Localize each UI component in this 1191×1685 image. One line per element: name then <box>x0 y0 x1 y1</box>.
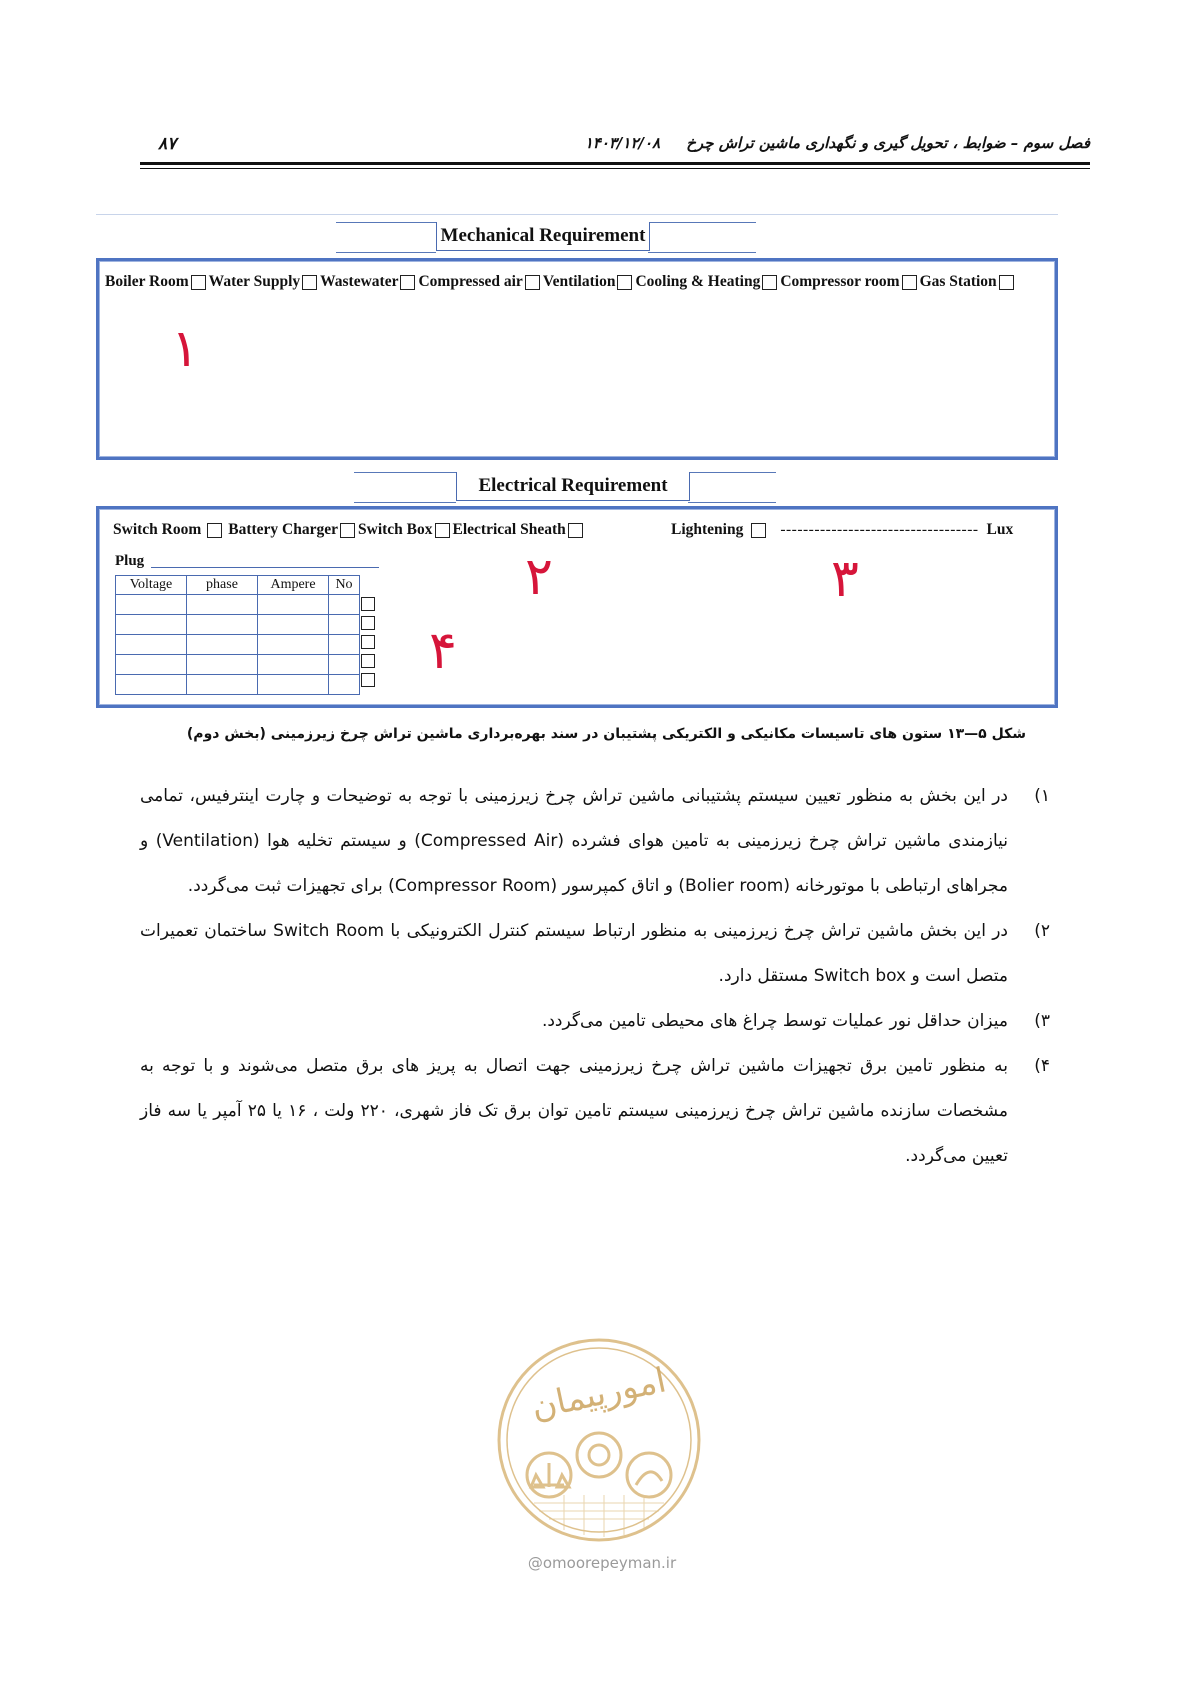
lightening-checkbox[interactable] <box>751 523 766 538</box>
plug-row-checkbox[interactable] <box>361 654 375 668</box>
plug-col-no: No <box>329 576 360 595</box>
mech-label-compressed-air: Compressed air <box>418 273 523 290</box>
paragraph-text: میزان حداقل نور عملیات توسط چراغ های محیطی تامین می‌گردد. <box>541 1011 1008 1031</box>
chapter-title-text: فصل سوم – ضوابط ، تحویل گیری و نگهداری ماشین تراش چرخ <box>686 134 1090 152</box>
mech-label-compressor-room: Compressor room <box>780 273 900 290</box>
paragraph-number: ۲) <box>1034 921 1050 941</box>
plug-col-phase: phase <box>187 576 258 595</box>
mechanical-header-line-left <box>336 252 436 253</box>
mech-label-boiler-room: Boiler Room <box>105 273 189 290</box>
paragraph-1 <box>140 774 1050 909</box>
mech-checkbox-cooling-heating[interactable] <box>762 275 777 290</box>
mechanical-box <box>96 258 1058 460</box>
figure-caption: شکل ۵—۱۳ ستون های تاسیسات مکانیکی و الکتریکی پشتیبان در سند بهره‌برداری ماشین تراش چرخ زیرزمینی (بخش دوم) <box>186 726 1026 742</box>
elec-checkbox-electrical-sheath[interactable] <box>568 523 583 538</box>
figure-top-line <box>96 214 1058 215</box>
page-number: ۸۷ <box>158 134 177 154</box>
mechanical-header <box>96 222 1058 254</box>
elec-checkbox-battery-charger[interactable] <box>340 523 355 538</box>
header-rule-thick <box>140 162 1090 165</box>
electrical-box <box>96 506 1058 708</box>
elec-checkbox-switch-box[interactable] <box>435 523 450 538</box>
elec-label-battery-charger: Battery Charger <box>228 521 339 538</box>
plug-underline <box>151 567 379 568</box>
table-cell[interactable] <box>116 635 187 655</box>
requirements-form-figure <box>96 210 1058 710</box>
mech-checkbox-boiler-room[interactable] <box>191 275 206 290</box>
plug-row-checkboxes <box>361 595 375 690</box>
plug-row-checkbox[interactable] <box>361 673 375 687</box>
table-cell[interactable] <box>116 675 187 695</box>
paragraph-3 <box>140 999 1050 1044</box>
mech-checkbox-wastewater[interactable] <box>400 275 415 290</box>
table-cell[interactable] <box>258 595 329 615</box>
table-cell[interactable] <box>116 595 187 615</box>
marker-4: ۴ <box>429 621 457 681</box>
table-cell[interactable] <box>187 675 258 695</box>
lightening-row <box>671 521 1013 539</box>
paragraph-2 <box>140 909 1050 999</box>
plug-row-checkbox[interactable] <box>361 616 375 630</box>
mechanical-title: Mechanical Requirement <box>436 222 650 251</box>
electrical-title: Electrical Requirement <box>456 472 690 501</box>
table-cell[interactable] <box>329 655 360 675</box>
seal-text: امورپیمان <box>527 1360 670 1428</box>
table-cell[interactable] <box>187 595 258 615</box>
mech-checkbox-compressed-air[interactable] <box>525 275 540 290</box>
mech-label-cooling-heating: Cooling & Heating <box>635 273 761 290</box>
table-cell[interactable] <box>329 595 360 615</box>
table-cell[interactable] <box>187 635 258 655</box>
elec-label-switch-room: Switch Room <box>113 521 202 538</box>
mech-label-wastewater: Wastewater <box>320 273 399 290</box>
table-row <box>116 655 360 675</box>
body-text <box>140 774 1050 1179</box>
table-cell[interactable] <box>258 675 329 695</box>
mechanical-checklist <box>105 273 1017 291</box>
table-cell[interactable] <box>187 615 258 635</box>
mechanical-header-line-right <box>648 252 756 253</box>
chapter-title <box>585 134 1090 152</box>
plug-table <box>115 575 360 695</box>
lux-input-dots[interactable]: ----------------------------------- <box>780 521 979 538</box>
elec-label-electrical-sheath: Electrical Sheath <box>452 521 566 538</box>
page-header <box>140 128 1090 164</box>
table-cell[interactable] <box>116 655 187 675</box>
paragraph-text: در این بخش ماشین تراش چرخ زیرزمینی به منظور ارتباط سیستم کنترل الکترونیکی با Switch Room ساختمان تعمیرات متصل است و Switch box مستقل دارد. <box>140 921 1008 986</box>
electrical-header <box>96 472 1058 504</box>
plug-label: Plug <box>115 553 145 569</box>
mech-checkbox-ventilation[interactable] <box>617 275 632 290</box>
header-date: ۱۴۰۳/۱۲/۰۸ <box>584 134 661 152</box>
table-row <box>116 675 360 695</box>
elec-label-switch-box: Switch Box <box>358 521 433 538</box>
table-row <box>116 635 360 655</box>
marker-1: ۱ <box>171 319 199 379</box>
paragraph-text: به منظور تامین برق تجهیزات ماشین تراش چرخ زیرزمینی جهت اتصال به پریز های برق متصل می‌شوند و با توجه به مشخصات سازنده ماشین تراش چرخ زیرزمینی سیستم تامین توان برق تک فاز شهری، ۲۲۰ ولت ، ۱۶ یا ۲۵ آمپر یا سه فاز تعیین می‌گردد. <box>140 1056 1008 1166</box>
mech-checkbox-compressor-room[interactable] <box>902 275 917 290</box>
watermark-url: @omoorepeyman.ir <box>527 1554 677 1572</box>
table-cell[interactable] <box>258 655 329 675</box>
marker-3: ۳ <box>831 549 859 609</box>
table-row <box>116 595 360 615</box>
marker-2: ۲ <box>525 547 553 607</box>
mech-label-ventilation: Ventilation <box>542 273 616 290</box>
plug-row-checkbox[interactable] <box>361 597 375 611</box>
lightening-label: Lightening <box>671 521 744 538</box>
electrical-checklist <box>113 521 586 539</box>
lux-label: Lux <box>986 521 1014 538</box>
table-cell[interactable] <box>329 615 360 635</box>
plug-table-header <box>116 576 360 595</box>
mech-checkbox-gas-station[interactable] <box>999 275 1014 290</box>
table-cell[interactable] <box>258 635 329 655</box>
paragraph-4 <box>140 1044 1050 1179</box>
plug-row-checkbox[interactable] <box>361 635 375 649</box>
electrical-header-line-right <box>688 502 776 503</box>
mech-label-gas-station: Gas Station <box>919 273 997 290</box>
seal-stamp-icon <box>494 1335 704 1545</box>
table-cell[interactable] <box>187 655 258 675</box>
mech-label-water-supply: Water Supply <box>208 273 301 290</box>
table-cell[interactable] <box>258 615 329 635</box>
table-cell[interactable] <box>329 675 360 695</box>
elec-checkbox-switch-room[interactable] <box>207 523 222 538</box>
paragraph-number: ۳) <box>1034 1011 1050 1031</box>
plug-col-ampere: Ampere <box>258 576 329 595</box>
mech-checkbox-water-supply[interactable] <box>302 275 317 290</box>
plug-col-voltage: Voltage <box>116 576 187 595</box>
header-rule-thin <box>140 168 1090 169</box>
paragraph-number: ۱) <box>1034 786 1050 806</box>
electrical-header-line-left <box>354 502 456 503</box>
paragraph-number: ۴) <box>1034 1056 1050 1076</box>
table-cell[interactable] <box>329 635 360 655</box>
table-cell[interactable] <box>116 615 187 635</box>
paragraph-text: در این بخش به منظور تعیین سیستم پشتیبانی ماشین تراش چرخ زیرزمینی با توجه به توضیحات و چارت اینترفیس، تمامی نیازمندی ماشین تراش چرخ زیرزمینی به تامین هوای فشرده (Compressed Air) و سیستم تخلیه هوا (Ventilation) و مجراهای ارتباطی با موتورخانه (Bolier room) و اتاق کمپرسور (Compressor Room) برای تجهیزات ثبت می‌گردد. <box>140 786 1008 896</box>
table-row <box>116 615 360 635</box>
